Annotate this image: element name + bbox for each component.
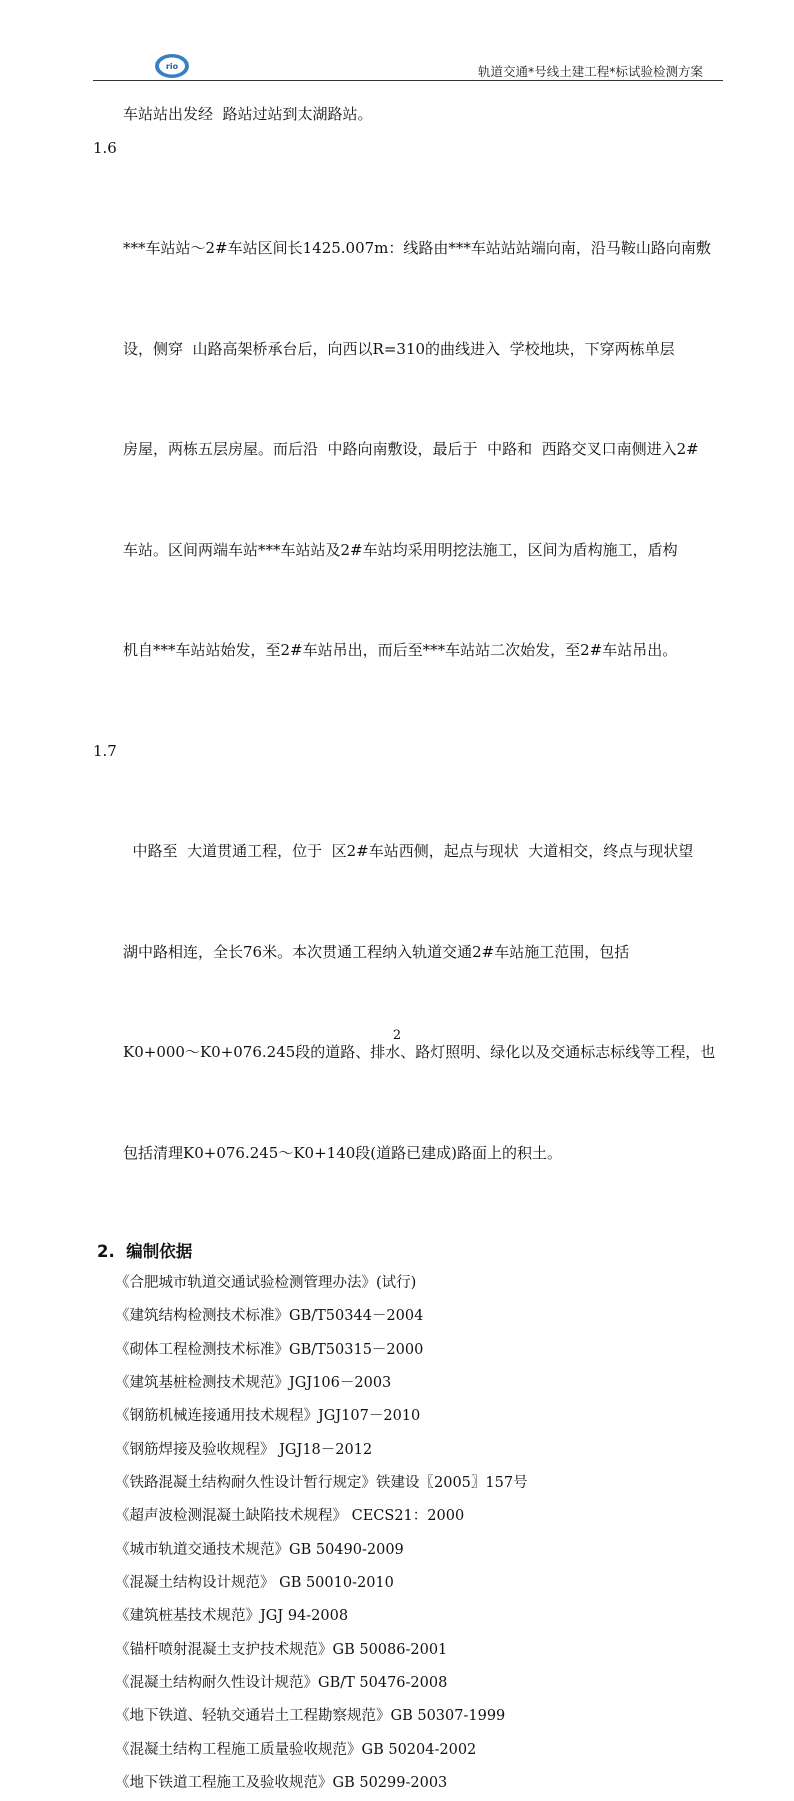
item-1-7 (93, 735, 723, 1238)
reference-item: 《建筑桩基技术规范》JGJ 94-2008 (115, 1608, 349, 1625)
item-1-6 (93, 132, 723, 735)
reference-list (93, 1267, 723, 1801)
item-number: 1.6 (93, 138, 117, 157)
item-line: 设，侧穿 山路高架桥承台后，向西以R=310的曲线进入 学校地块，下穿两栋单层 (123, 339, 675, 358)
item-line: 房屋，两栋五层房屋。而后沿 中路向南敷设，最后于 中路和 西路交叉口南侧进入2# (123, 440, 699, 458)
reference-item: 《城市轨道交通技术规范》GB 50490-2009 (115, 1541, 404, 1558)
reference-item: 《合肥城市轨道交通试验检测管理办法》(试行) (115, 1275, 417, 1291)
reference-item: 《混凝土结构耐久性设计规范》GB/T 50476-2008 (115, 1675, 448, 1692)
reference-item: 《混凝土结构设计规范》 GB 50010-2010 (115, 1575, 394, 1592)
reference-item: 《地下铁道工程施工及验收规范》GB 50299-2003 (115, 1775, 448, 1792)
item-line: 湖中路相连，全长76米。本次贯通工程纳入轨道交通2#车站施工范围，包括 (123, 942, 630, 961)
page-number: 2 (392, 1028, 402, 1043)
reference-item: 《钢筋焊接及验收规程》 JGJ18－2012 (115, 1441, 373, 1458)
header-divider (93, 80, 723, 81)
reference-item: 《地下铁道、轻轨交通岩土工程勘察规范》GB 50307-1999 (115, 1708, 506, 1725)
reference-item: 《建筑结构检测技术标准》GB/T50344－2004 (115, 1308, 424, 1325)
item-number: 1.7 (93, 741, 117, 760)
item-line: ***车站站～2#车站区间长1425.007m：线路由***车站站站端向南，沿马鞍山路向南敷 (123, 239, 711, 257)
reference-item: 《砌体工程检测技术标准》GB/T50315－2000 (115, 1341, 424, 1358)
item-line: 机自***车站站始发，至2#车站吊出，而后至***车站站二次始发，至2#车站吊出。 (123, 641, 678, 659)
company-logo (154, 52, 190, 80)
intro-line: 车站站出发经 路站过站到太湖路站。 (123, 105, 373, 123)
reference-item: 《钢筋机械连接通用技术规程》JGJ107－2010 (115, 1408, 421, 1425)
item-line: K0+000～K0+076.245段的道路、排水、路灯照明、绿化以及交通标志标线等工程，也 (123, 1043, 716, 1061)
reference-item: 《铁路混凝土结构耐久性设计暂行规定》铁建设〖2005〗157号 (115, 1475, 528, 1492)
item-line: 包括清理K0+076.245～K0+140段(道路已建成)路面上的积土。 (123, 1143, 563, 1162)
section-2-heading: 2. 编制依据 (97, 1242, 193, 1261)
reference-item: 《混凝土结构工程施工质量验收规范》GB 50204-2002 (115, 1741, 477, 1758)
logo-text: rio (165, 62, 179, 71)
item-line: 车站。区间两端车站***车站站及2#车站均采用明挖法施工，区间为盾构施工，盾构 (123, 540, 678, 559)
reference-item: 《超声波检测混凝土缺陷技术规程》 CECS21：2000 (115, 1508, 465, 1525)
document-body (93, 98, 723, 1801)
reference-item: 《锚杆喷射混凝土支护技术规范》GB 50086-2001 (115, 1641, 448, 1658)
item-line: 中路至 大道贯通工程，位于 区2#车站西侧，起点与现状 大道相交，终点与现状望 (123, 842, 694, 860)
header-title: 轨道交通*号线土建工程*标试验检测方案 (477, 64, 703, 79)
reference-item: 《建筑基桩检测技术规范》JGJ106－2003 (115, 1375, 392, 1392)
